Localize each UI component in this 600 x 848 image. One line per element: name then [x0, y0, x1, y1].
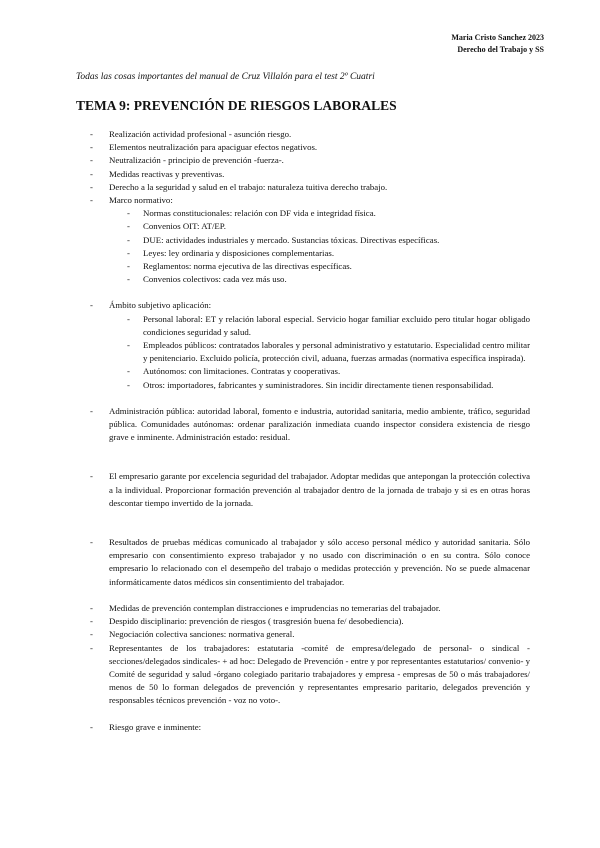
marco-sublist	[109, 207, 530, 286]
sub-list-item: - Otros: importadores, fabricantes y suministradores. Sin incidir directamente tienen responsabilidad.	[109, 379, 530, 392]
paragraph-item: - El empresario garante por excelencia seguridad del trabajador. Adoptar medidas que antepongan la protección colectiva a la individual. Proporcionar formación prevención al trabajador dentro de la jornada de trabajo y si es en otras horas descontar tiempo invertido de la jornada.	[72, 470, 530, 510]
ambito-item	[72, 299, 530, 391]
list-item: - Despido disciplinario: prevención de riesgos ( trasgresión buena fe/ desobediencia).	[72, 615, 530, 628]
list-item: - Medidas reactivas y preventivas.	[72, 168, 530, 181]
list-item: - Realización actividad profesional - asunción riesgo.	[72, 128, 530, 141]
marco-normativo-item	[72, 194, 530, 286]
sub-list-item: - DUE: actividades industriales y mercado. Sustancias tóxicas. Directivas específicas.	[109, 234, 530, 247]
paragraph-item: - Resultados de pruebas médicas comunicado al trabajador y sólo acceso personal médico y autoridad sanitaria. Sólo empresario con consentimiento expreso trabajador y no usado con discriminación o en su contra. Sólo conoce empresario lo relacionado con el desempeño del trabajo o medidas protección y prevención. No se puede almacenar informáticamente datos médicos sin consentimiento del trabajador.	[72, 536, 530, 589]
sub-list-item: - Personal laboral: ET y relación laboral especial. Servicio hogar familiar excluido pero titular hogar obligado condiciones seguridad y salud.	[109, 313, 530, 339]
sub-list-item: - Normas constitucionales: relación con DF vida e integridad física.	[109, 207, 530, 220]
sub-list-item: - Leyes: ley ordinaria y disposiciones complementarias.	[109, 247, 530, 260]
ambito-label: Ámbito subjetivo aplicación:	[109, 300, 212, 311]
header-subject: Derecho del Trabajo y SS	[457, 45, 544, 54]
marco-normativo-label: Marco normativo:	[109, 195, 173, 206]
document-body	[72, 128, 530, 734]
sub-list-item: - Convenios OIT: AT/EP.	[109, 220, 530, 233]
main-list	[72, 128, 530, 734]
list-item: - Elementos neutralización para apaciguar efectos negativos.	[72, 141, 530, 154]
paragraph-item: - Administración pública: autoridad laboral, fomento e industria, autoridad sanitaria, medio ambiente, tráfico, seguridad pública. Comunidades autónomas: ordenar paralización inmediata cuando inspector considera existencia de riesgo grave e inminente. Administración estado: residual.	[72, 405, 530, 445]
page-title: TEMA 9: PREVENCIÓN DE RIESGOS LABORALES	[76, 98, 397, 113]
list-item: - Derecho a la seguridad y salud en el trabajo: naturaleza tuitiva derecho trabajo.	[72, 181, 530, 194]
header-author: Maria Cristo Sanchez 2023	[451, 33, 544, 42]
list-item: - Riesgo grave e inminente:	[72, 721, 530, 734]
intro-text: Todas las cosas importantes del manual de Cruz Villalón para el test 2º Cuatri	[76, 72, 375, 82]
sub-list-item: - Autónomos: con limitaciones. Contratas y cooperativas.	[109, 365, 530, 378]
sub-list-item: - Convenios colectivos: cada vez más uso.	[109, 273, 530, 286]
list-item: - Medidas de prevención contemplan distracciones e imprudencias no temerarias del trabajador.	[72, 602, 530, 615]
ambito-sublist	[109, 313, 530, 392]
list-item: - Negociación colectiva sanciones: normativa general.	[72, 628, 530, 641]
page-header	[451, 32, 544, 56]
list-item: - Representantes de los trabajadores: estatutaria -comité de empresa/delegado de personal- o sindical -secciones/delegados sindicales- + ad hoc: Delegado de Prevención - entre y por representantes estatutarios/ convenio- y Comité de seguridad y salud -órgano colegiado paritario trabajadores y empresa - empresas de 50 o más trabajadores/ menos de 50 lo forman delegados de prevención y representantes empresario paritario, delegados prevención y responsables técnicos prevención - voz no voto-.	[72, 642, 530, 708]
sub-list-item: - Empleados públicos: contratados laborales y personal administrativo y estatutario. Especialidad centro militar y penitenciario. Excluido policía, protección civil, aduana, fuerzas armadas (normativa específica inspirada).	[109, 339, 530, 365]
sub-list-item: - Reglamentos: norma ejecutiva de las directivas específicas.	[109, 260, 530, 273]
list-item: - Neutralización - principio de prevención -fuerza-.	[72, 154, 530, 167]
